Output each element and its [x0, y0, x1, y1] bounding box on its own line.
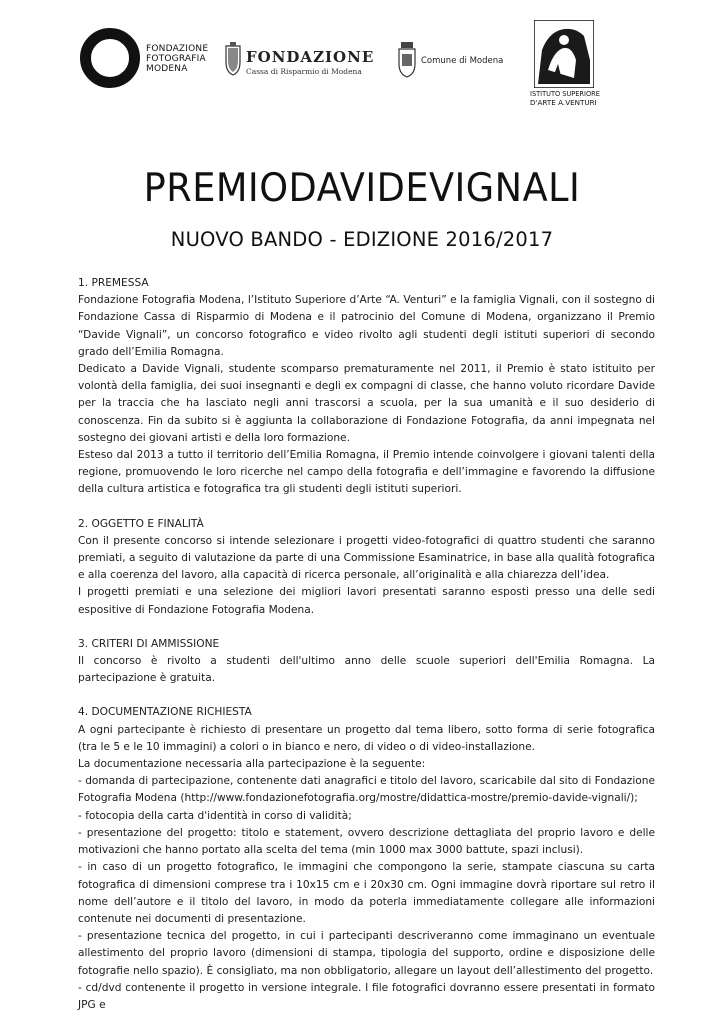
list-item: - cd/dvd contenente il progetto in versione integrale. I file fotografici dovranno essere presentati in formato JPG e	[78, 981, 655, 1011]
document-body	[78, 275, 655, 1031]
section-criteri	[78, 636, 655, 688]
list-item: - in caso di un progetto fotografico, le immagini che compongono la serie, stampate ciascuna su carta fotografica di dimensioni comprese tra i 10x15 cm e i 20x30 cm. Ogni immagine dovrà riportare sul retro il nome dell’autore e il titolo del lavoro, in modo da poterla immediatamente collegare alle informazioni contenute nei documenti di presentazione.	[78, 861, 655, 925]
fondazione-cassa-logo: FONDAZIONE Cassa di Risparmio di Modena	[224, 42, 369, 82]
fondazione-fotografia-logo	[80, 28, 209, 88]
page-subtitle: NUOVO BANDO - EDIZIONE 2016/2017	[170, 228, 554, 251]
paragraph: Esteso dal 2013 a tutto il territorio dell’Emilia Romagna, il Premio intende coinvolgere i giovani talenti della regione, promuovendo le loro ricerche nel campo della fotografia e dell’immagine e favorendo la diffusione della cultura artistica e fotografica tra gli studenti degli istituti superiori.	[78, 449, 655, 496]
section-heading: 3. CRITERI DI AMMISSIONE	[78, 637, 220, 650]
list-item: - fotocopia della carta d'identità in corso di validità;	[78, 809, 352, 822]
paragraph: Dedicato a Davide Vignali, studente scomparso prematuramente nel 2011, il Premio è stato istituito per volontà della famiglia, dei suoi insegnanti e degli ex compagni di classe, che hanno voluto ricordare Davide per la traccia che ha lasciato negli anni trascorsi a scuola, per la sua umanità e il suo desiderio di conoscenza. Fin da subito si è aggiunta la collaborazione di Fondazione Fotografia, da anni impegnata nel sostegno dei giovani artisti e della loro formazione.	[78, 363, 655, 444]
page-title: PREMIODAVIDEVIGNALI	[143, 166, 581, 211]
section-heading: 2. OGGETTO E FINALITÀ	[78, 517, 204, 530]
paragraph: Con il presente concorso si intende selezionare i progetti video-fotografici di quattro studenti che saranno premiati, a seguito di valutazione da parte di una Commissione Esaminatrice, in base alla qualità fotografica e alla coerenza del lavoro, alla capacità di ricerca personale, all’originalità e alla chiarezza dell’idea.	[78, 534, 655, 582]
paragraph: A ogni partecipante è richiesto di presentare un progetto dal tema libero, sotto forma di serie fotografica (tra le 5 e le 10 immagini) a colori o in bianco e nero, di video o di video-installazione.	[78, 723, 655, 753]
paragraph: Fondazione Fotografia Modena, l’Istituto Superiore d’Arte “A. Venturi” e la famiglia Vignali, con il sostegno di Fondazione Cassa di Risparmio di Modena e il patrocinio del Comune di Modena, organizzano il Premio “Davide Vignali”, un concorso fotografico e video rivolto agli studenti degli istituti superiori di secondo grado dell’Emilia Romagna.	[78, 294, 655, 358]
venturi-logo-text: ISTITUTO SUPERIORE D'ARTE A.VENTURI	[530, 90, 600, 107]
list-item: - domanda di partecipazione, contenente dati anagrafici e titolo del lavoro, scaricabile dal sito di Fondazione Fotografia Modena (http://www.fondazionefotografia.org/mostre/didattica-mostre/premio-davide-vignali/);	[78, 775, 655, 805]
section-oggetto	[78, 516, 655, 619]
crest-icon	[396, 42, 418, 78]
list-item: - presentazione tecnica del progetto, in cui i partecipanti descriveranno come immaginano un eventuale allestimento del proprio lavoro (dimensioni di stampa, tipologia del supporto, ordine e disposizione delle fotografie nello spazio). È consigliato, ma non obbligatorio, allegare un layout dell’allestimento del progetto.	[78, 930, 655, 977]
section-heading: 4. DOCUMENTAZIONE RICHIESTA	[78, 706, 252, 719]
paragraph: La documentazione necessaria alla partecipazione è la seguente:	[78, 758, 426, 771]
ring-icon	[80, 28, 140, 88]
list-item: - presentazione del progetto: titolo e statement, ovvero descrizione dettagliata del proprio lavoro e delle motivazioni che hanno portato alla scelta del tema (min 1000 max 3000 battute, spazi inclusi).	[78, 826, 655, 857]
paragraph: I progetti premiati e una selezione dei migliori lavori presentati saranno esposti presso una delle sedi espositive di Fondazione Fotografia Modena.	[78, 586, 655, 616]
coat-of-arms-icon	[224, 42, 242, 76]
section-documentazione	[78, 704, 655, 1014]
section-heading: 1. PREMESSA	[78, 277, 149, 289]
section-premessa	[78, 275, 655, 499]
venturi-emblem-icon	[534, 20, 594, 88]
ffm-logo-text: FONDAZIONE FOTOGRAFIA MODENA	[146, 44, 209, 74]
paragraph: Il concorso è rivolto a studenti dell'ultimo anno delle scuole superiori dell'Emilia Romagna. La partecipazione è gratuita.	[78, 655, 655, 685]
logo-bar	[0, 0, 724, 110]
comune-di-modena-logo: Comune di Modena	[396, 42, 506, 78]
istituto-venturi-logo	[530, 20, 600, 106]
